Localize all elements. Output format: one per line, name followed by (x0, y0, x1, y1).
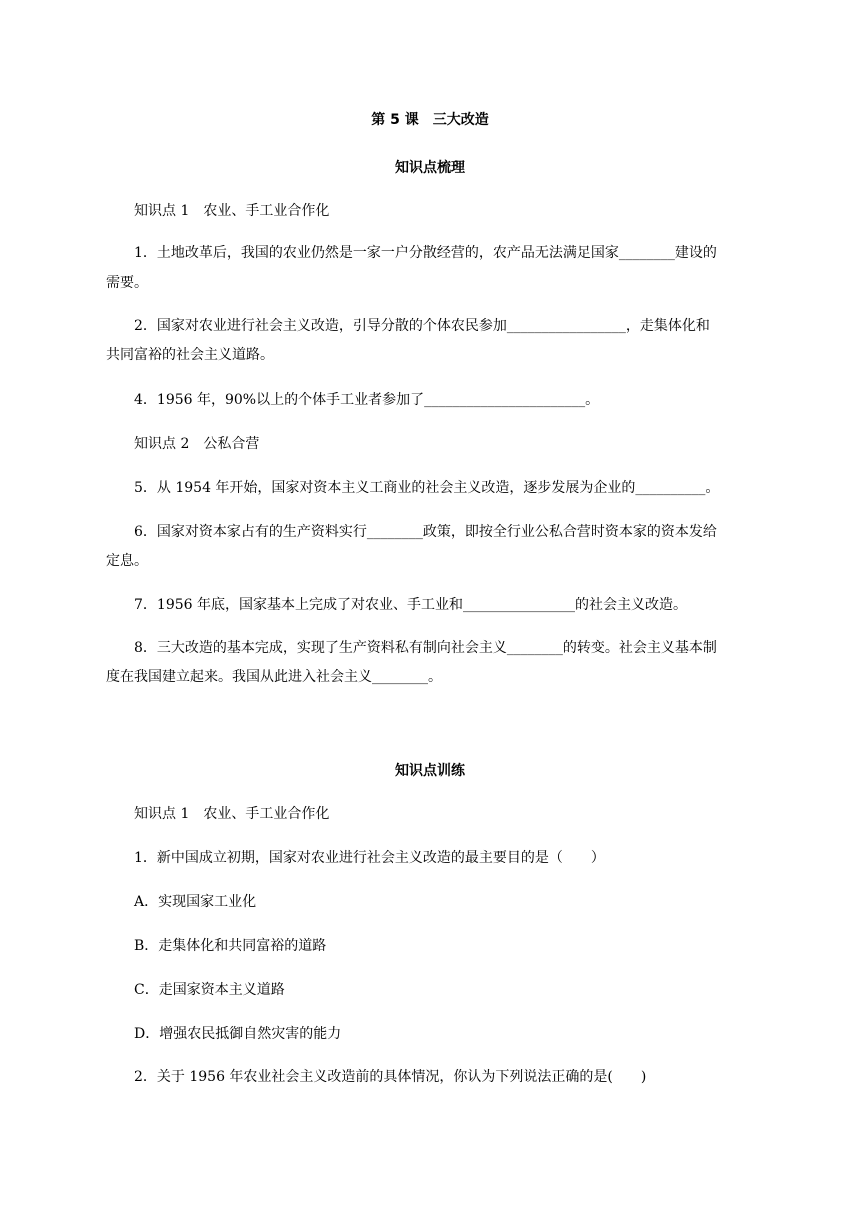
question-line: 5．从 1954 年开始，国家对资本主义工商业的社会主义改造，逐步发展为企业的__________。 (134, 480, 720, 496)
question-line: 1．土地改革后，我国的农业仍然是一家一户分散经营的，农产品无法满足国家________建设的 (134, 245, 717, 261)
section-heading-review: 知识点梳理 (395, 160, 465, 176)
question-line: 4．1956 年，90%以上的个体手工业者参加了_______________________。 (134, 392, 600, 408)
question-line: 2．国家对农业进行社会主义改造，引导分散的个体农民参加_________________，走集体化和 (134, 318, 710, 334)
topic-heading: 知识点 1 农业、手工业合作化 (134, 203, 330, 219)
question-line: 2．关于 1956 年农业社会主义改造前的具体情况，你认为下列说法正确的是( ) (134, 1069, 647, 1085)
answer-option-b: B．走集体化和共同富裕的道路 (134, 938, 327, 954)
answer-option-d: D．增强农民抵御自然灾害的能力 (134, 1026, 342, 1042)
question-line: 1．新中国成立初期，国家对农业进行社会主义改造的最主要目的是（ ） (134, 850, 605, 866)
question-line: 度在我国建立起来。我国从此进入社会主义________。 (106, 669, 442, 685)
section-heading-practice: 知识点训练 (395, 763, 465, 779)
answer-option-a: A．实现国家工业化 (134, 894, 257, 910)
question-line: 需要。 (106, 275, 148, 291)
question-line: 8．三大改造的基本完成，实现了生产资料私有制向社会主义________的转变。社会主义基本制 (134, 640, 717, 656)
lesson-title: 第 5 课 三大改造 (371, 112, 489, 128)
question-line: 7．1956 年底，国家基本上完成了对农业、手工业和________________的社会主义改造。 (134, 597, 687, 613)
question-line: 定息。 (106, 553, 148, 569)
topic-heading: 知识点 1 农业、手工业合作化 (134, 806, 330, 822)
answer-option-c: C．走国家资本主义道路 (134, 982, 285, 998)
question-line: 6．国家对资本家占有的生产资料实行________政策，即按全行业公私合营时资本家的资本发给 (134, 524, 717, 540)
question-line: 共同富裕的社会主义道路。 (106, 347, 274, 363)
topic-heading: 知识点 2 公私合营 (134, 436, 260, 452)
